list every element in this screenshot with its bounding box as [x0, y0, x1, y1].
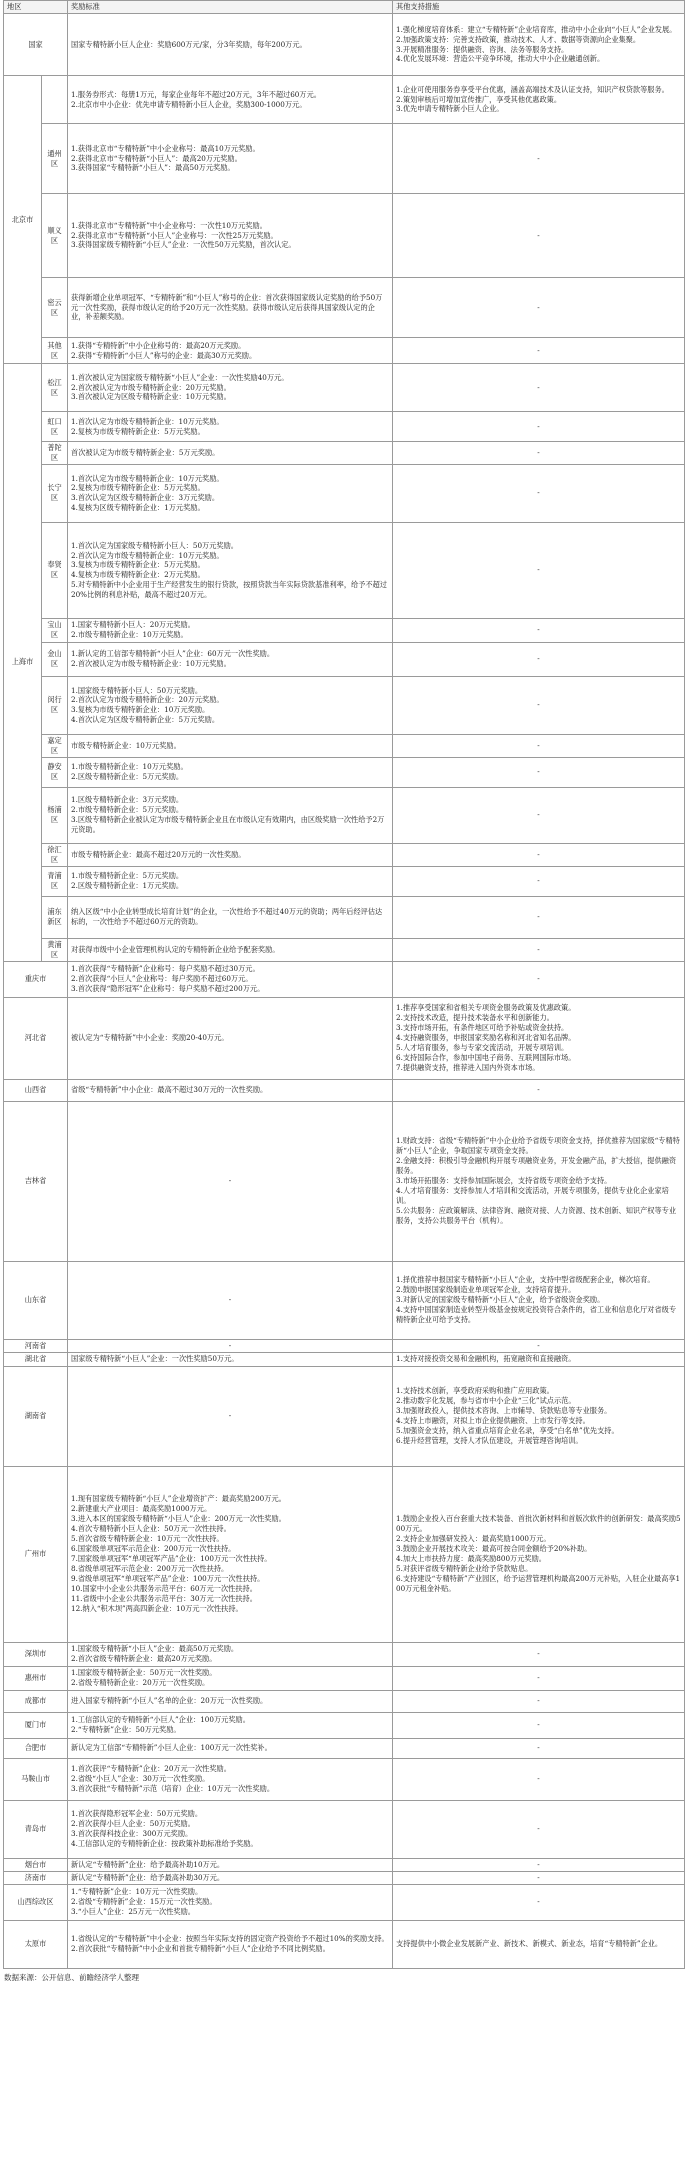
region-cell: 惠州市 [4, 1666, 68, 1690]
other-cell: - [393, 338, 685, 364]
region-cell: 松江区 [42, 364, 68, 412]
other-cell: 1.择优推荐申报国家专精特新“小巨人”企业，支持中型省级配套企业，梯次培育。 2.鼓励申报国家级制造业单项冠军企业，支持培育提升。 3.对新认定的国家级专精特新“小巨人”企业，给予省级资金奖励。 4.支持中国国家制造业转型升级基金按规定投资符合条件的，省工业和信息化厅对省级专精特新企业可给予支持。 [393, 1261, 685, 1339]
other-cell: - [393, 364, 685, 412]
table-row [4, 1871, 685, 1884]
other-cell: - [393, 194, 685, 278]
table-row [4, 522, 685, 618]
other-cell: - [393, 1339, 685, 1352]
table-row [4, 757, 685, 787]
reward-cell: 进入国家专精特新“小巨人”名单的企业：20万元一次性奖励。 [68, 1690, 393, 1712]
reward-cell: 市级专精特新企业：10万元奖励。 [68, 734, 393, 757]
region-cell: 烟台市 [4, 1858, 68, 1871]
reward-cell: 1.国家级专精特新企业：50万元一次性奖励。 2.省级专精特新企业：20万元一次性奖励。 [68, 1666, 393, 1690]
other-cell: - [393, 866, 685, 896]
other-cell: - [393, 124, 685, 194]
region-cell: 宝山区 [42, 618, 68, 642]
region-cell: 浦东新区 [42, 896, 68, 938]
table-row [4, 787, 685, 843]
reward-cell: 1.现有国家级专精特新“小巨人”企业增资扩产：最高奖励200万元。 2.新建重大产业项目：最高奖励1000万元。 3.进入本区的国家级专精特新“小巨人”企业：200万元一次性奖励。 4.首次专精特新小巨人企业：50万元一次性扶持。 5.首次省级专精特新企业：10万元一次性扶持。 6.国家级单项冠军示范企业：200万元一次性扶持。 7.国家级单项冠军“单项冠军产品”企业：100万元一次性扶持。 8.省级单项冠军示范企业：200万元一次性扶持。 9.省级单项冠军“单项冠军产品”企业：100万元一次性扶持。 10.国家中小企业公共服务示范平台：60万元一次性扶持。 11.省级中小企业公共服务示范平台：30万元一次性扶持。 12.纳入“积木坝”两高四新企业：10万元一次性扶持。 [68, 1466, 393, 1642]
region-cell: 密云区 [42, 278, 68, 338]
other-cell: 1.支持对接投资交易和金融机构，拓宽融资和直接融资。 [393, 1352, 685, 1366]
region-cell: 湖南省 [4, 1366, 68, 1466]
region-cell: 河北省 [4, 997, 68, 1079]
reward-cell: 新认定为工信部“专精特新”小巨人企业：100万元一次性奖补。 [68, 1738, 393, 1758]
other-cell: 1.推荐享受国家和省相关专项资金服务政策及优惠政策。 2.支持技术改造，提升技术装备水平和创新能力。 3.支持市场开拓，有条件地区可给予补贴或资金扶持。 4.支持融资服务，申报国家奖励名称和河北省知名品牌。 5.人才培育服务，参与专家交流活动，开展专项培训。 6.支持国际合作，参加中国电子商务、互联网国际市场。 7.提供融资支持，推荐进入国内外资本市场。 [393, 997, 685, 1079]
province-shanghai: 上海市 [4, 364, 42, 962]
other-cell: 1.强化梯度培育体系：建立“专精特新”企业培育库，推动中小企业向“小巨人”企业发展。 2.加强政策支持：完善支持政策，推动技术、人才、数据等资源向企业集聚。 3.开展精准服务：提供融资、咨询、法务等服务支持。 4.优化发展环境：营造公平竞争环境，推动大中小企业融通创新。 [393, 14, 685, 76]
table-row [4, 76, 685, 124]
region-cell: 长宁区 [42, 464, 68, 522]
table-row [4, 1366, 685, 1466]
reward-cell: 1.首次获评“专精特新”企业：20万元一次性奖励。 2.省级“小巨人”企业：30万元一次性奖励。 3.首次获批“专精特新”示范（培育）企业：10万元一次性奖励。 [68, 1758, 393, 1800]
reward-cell: 1.获得北京市“专精特新”中小企业称号：最高10万元奖励。 2.获得北京市“专精特新“小巨人”：最高20万元奖励。 3.获得国家“专精特新“小巨人”：最高50万元奖励。 [68, 124, 393, 194]
region-cell: 合肥市 [4, 1738, 68, 1758]
other-cell: - [393, 1800, 685, 1858]
reward-cell: 1.首次被认定为国家级专精特新“小巨人”企业：一次性奖励40万元。 2.首次被认定为市级专精特新企业：20万元奖励。 3.首次被认定为区级专精特新企业：10万元奖励。 [68, 364, 393, 412]
region-cell: 虹口区 [42, 412, 68, 442]
table-header [4, 1, 685, 14]
other-cell: - [393, 1758, 685, 1800]
other-cell: - [393, 1642, 685, 1666]
other-cell: - [393, 1079, 685, 1101]
table-row [4, 642, 685, 676]
region-cell: 深圳市 [4, 1642, 68, 1666]
reward-cell: 1.新认定的工信部专精特新“小巨人”企业：60万元一次性奖励。 2.首次被认定为市级专精特新企业：10万元奖励。 [68, 642, 393, 676]
other-cell: - [393, 734, 685, 757]
table-row [4, 866, 685, 896]
table-row [4, 1642, 685, 1666]
other-cell: - [393, 1884, 685, 1920]
table-row [4, 124, 685, 194]
region-cell: 青浦区 [42, 866, 68, 896]
table-row [4, 618, 685, 642]
region-cell: 徐汇区 [42, 843, 68, 866]
table-row [4, 843, 685, 866]
reward-cell: 1.服务券形式：每册1万元，每家企业每年不超过20万元，3年不超过60万元。 2.北京市中小企业：优先申请专精特新小巨人企业，奖励300-1000万元。 [68, 76, 393, 124]
other-cell: - [393, 1666, 685, 1690]
region-cell: 山西综改区 [4, 1884, 68, 1920]
reward-cell: 1.国家级专精特新小巨人：50万元奖励。 2.首次认定为市级专精特新企业：20万元奖励。 3.复核为市级专精特新企业：10万元奖励。 4.首次认定为区级专精特新企业：5万元奖励。 [68, 676, 393, 734]
reward-cell: 1.获得“专精特新”中小企业称号的：最高20万元奖励。 2.获得“专精特新“小巨人”称号的企业：最高30万元奖励。 [68, 338, 393, 364]
table-row [4, 1466, 685, 1642]
reward-cell: 国家专精特新小巨人企业：奖励600万元/家，分3年奖励，每年200万元。 [68, 14, 393, 76]
col-reward: 奖励标准 [68, 1, 393, 14]
table-row [4, 364, 685, 412]
other-cell: - [393, 1858, 685, 1871]
region-cell: 湖北省 [4, 1352, 68, 1366]
other-cell: 1.鼓励企业投入百台套重大技术装备、首批次新材料和首版次软件的创新研发：最高奖励500万元。 2.支持企业加强研发投入：最高奖励1000万元。 3.鼓励企业开展技术攻关：最高可按合同金额给予20%补助。 4.加大上市扶持力度：最高奖励800万元奖励。 5.对获评省级专精特新企业给予贷款贴息。 6.支持建设“专精特新”产业园区，给予运营管理机构最高200万元补贴，入驻企业最高享100万元租金补贴。 [393, 1466, 685, 1642]
reward-cell: 纳入区级“中小企业转型成长培育计划”的企业，一次性给予不超过40万元的资助；两年后经评估达标的，一次性给予不超过60万元的资助。 [68, 896, 393, 938]
region-cell: 黄浦区 [42, 938, 68, 961]
reward-cell: 市级专精特新企业：最高不超过20万元的一次性奖励。 [68, 843, 393, 866]
reward-cell: 1.市级专精特新企业：10万元奖励。 2.区级专精特新企业：5万元奖励。 [68, 757, 393, 787]
table-row [4, 961, 685, 997]
table-row [4, 1758, 685, 1800]
other-cell: - [393, 843, 685, 866]
reward-cell: 1.首次认定为国家级专精特新小巨人：50万元奖励。 2.首次认定为市级专精特新企业：10万元奖励。 3.复核为市级专精特新企业：5万元奖励。 4.复核为市级专精特新企业：2万元奖励。 5.对专精特新中小企业用于生产经营发生的银行贷款，按照贷款当年实际贷款基准利率，给予不超过20%比例的利息补贴，最高不超过20万元。 [68, 522, 393, 618]
other-cell: - [393, 896, 685, 938]
other-cell: - [393, 961, 685, 997]
region-cell: 马鞍山市 [4, 1758, 68, 1800]
other-cell: - [393, 442, 685, 465]
region-cell: 吉林省 [4, 1101, 68, 1261]
reward-cell: 1.“专精特新”企业：10万元一次性奖励。 2.省级“专精特新”企业：15万元一次性奖励。 3.“小巨人”企业：25万元一次性奖励。 [68, 1884, 393, 1920]
col-other: 其他支持措施 [393, 1, 685, 14]
region-cell: 河南省 [4, 1339, 68, 1352]
other-cell: 支持提供中小微企业发展新产业、新技术、新模式、新业态，培育“专精特新”企业。 [393, 1920, 685, 1968]
reward-cell: 新认定“专精特新”企业：给予最高补助30万元。 [68, 1871, 393, 1884]
region-cell: 嘉定区 [42, 734, 68, 757]
region-cell: 国家 [4, 14, 68, 76]
reward-cell: 1.工信部认定的专精特新“小巨人”企业：100万元奖励。 2.“专精特新”企业：50万元奖励。 [68, 1712, 393, 1738]
col-region: 地区 [4, 1, 68, 14]
other-cell: - [393, 676, 685, 734]
reward-cell: 被认定为“专精特新”中小企业：奖励20-40万元。 [68, 997, 393, 1079]
table-row [4, 676, 685, 734]
region-cell: 成都市 [4, 1690, 68, 1712]
reward-cell: 1.首次认定为市级专精特新企业：10万元奖励。 2.复核为市级专精特新企业：5万元奖励。 [68, 412, 393, 442]
reward-cell: 对获得市级中小企业管理机构认定的专精特新企业给予配套奖励。 [68, 938, 393, 961]
other-cell: - [393, 278, 685, 338]
region-cell: 重庆市 [4, 961, 68, 997]
region-cell: 山东省 [4, 1261, 68, 1339]
other-cell: - [393, 1871, 685, 1884]
reward-cell: 首次被认定为市级专精特新企业：5万元奖励。 [68, 442, 393, 465]
reward-cell: 1.省级认定的“专精特新”中小企业：按照当年实际支持的固定资产投资给予不超过10%的奖励支持。 2.首次获批“专精特新”中小企业和首批专精特新“小巨人”企业给予不同比例奖励。 [68, 1920, 393, 1968]
table-row [4, 1712, 685, 1738]
region-cell: 奉贤区 [42, 522, 68, 618]
region-cell: 通州区 [42, 124, 68, 194]
other-cell: - [393, 464, 685, 522]
policy-table [3, 0, 685, 1969]
reward-cell: - [68, 1261, 393, 1339]
other-cell: - [393, 938, 685, 961]
reward-cell: 1.国家专精特新小巨人：20万元奖励。 2.市级专精特新企业：10万元奖励。 [68, 618, 393, 642]
table-row [4, 1858, 685, 1871]
table-row [4, 194, 685, 278]
table-row [4, 1690, 685, 1712]
reward-cell: 1.区级专精特新企业：3万元奖励。 2.市级专精特新企业：5万元奖励。 3.区级专精特新企业被认定为市级专精特新企业且在市级认定有效期内，由区级奖励一次性给予2万元资助。 [68, 787, 393, 843]
region-cell: 顺义区 [42, 194, 68, 278]
reward-cell: - [68, 1339, 393, 1352]
other-cell: - [393, 1712, 685, 1738]
reward-cell: 1.首次认定为市级专精特新企业：10万元奖励。 2.复核为市级专精特新企业：5万元奖励。 3.首次认定为区级专精特新企业：3万元奖励。 4.复核为区级专精特新企业：1万元奖励。 [68, 464, 393, 522]
table-row [4, 1884, 685, 1920]
table-row [4, 1079, 685, 1101]
reward-cell: 省级“专精特新”中小企业：最高不超过30万元的一次性奖励。 [68, 1079, 393, 1101]
table-row [4, 896, 685, 938]
region-cell: 闵行区 [42, 676, 68, 734]
table-row [4, 464, 685, 522]
reward-cell: 1.首次获得隐形冠军企业：50万元奖励。 2.首次获得小巨人企业：50万元奖励。 3.首次获得科技企业：300万元奖励。 4.工信部认定的专精特新企业：按政策补助标准给予奖励。 [68, 1800, 393, 1858]
reward-cell: 新认定“专精特新”企业：给予最高补助10万元。 [68, 1858, 393, 1871]
region-cell: 杨浦区 [42, 787, 68, 843]
other-cell: 1.企业可使用服务券享受平台优惠，涵盖高端技术及认证支持，知识产权贷款等服务。 2.策划审核后可增加宣传推广，享受其他优惠政策。 3.优先申请专精特新小巨人企业。 [393, 76, 685, 124]
region-cell: 静安区 [42, 757, 68, 787]
other-cell: - [393, 787, 685, 843]
table-row [4, 1666, 685, 1690]
table-row [4, 14, 685, 76]
reward-cell: 获得新增企业单项冠军、“专精特新”和“小巨人”称号的企业：首次获得国家级认定奖励的给予50万元一次性奖励，获得市级认定的给予20万元一次性奖励。获得市级认定后获得具国家级认定的企业，补差额奖励。 [68, 278, 393, 338]
table-row [4, 338, 685, 364]
other-cell: - [393, 642, 685, 676]
other-cell: - [393, 618, 685, 642]
other-cell: - [393, 412, 685, 442]
source-note: 数据来源：公开信息、前瞻经济学人整理 [4, 1972, 139, 1982]
table-row [4, 734, 685, 757]
table-row [4, 278, 685, 338]
reward-cell: - [68, 1366, 393, 1466]
table-row [4, 938, 685, 961]
region-cell: 其他区 [42, 338, 68, 364]
table-row [4, 1738, 685, 1758]
table-row [4, 1920, 685, 1968]
table-row [4, 412, 685, 442]
region-cell: 山西省 [4, 1079, 68, 1101]
region-cell [42, 76, 68, 124]
table-row [4, 1800, 685, 1858]
region-cell: 太原市 [4, 1920, 68, 1968]
table-row [4, 1352, 685, 1366]
table-row [4, 997, 685, 1079]
reward-cell: 1.获得北京市“专精特新”中小企业称号：一次性10万元奖励。 2.获得北京市“专精特新“小巨人”企业称号：一次性25万元奖励。 3.获得国家级专精特新“小巨人”企业：一次性50万元奖励，首次认定。 [68, 194, 393, 278]
region-cell: 金山区 [42, 642, 68, 676]
region-cell: 广州市 [4, 1466, 68, 1642]
other-cell: - [393, 1690, 685, 1712]
reward-cell: 1.首次获得“专精特新”企业称号：每户奖励不超过30万元。 2.首次获得“小巨人”企业称号：每户奖励不超过60万元。 3.首次获得“隐形冠军”企业称号：每户奖励不超过200万元。 [68, 961, 393, 997]
province-beijing: 北京市 [4, 76, 42, 364]
other-cell: - [393, 757, 685, 787]
other-cell: 1.财政支持：省级“专精特新”中小企业给予省级专项资金支持，择优推荐为国家级“专精特新“小巨人”企业，争取国家专项资金支持。 2.金融支持：积极引导金融机构开展专项融资业务，开发金融产品，扩大授信，提供融资服务。 3.市场开拓服务：支持参加国际展会，支持省级专项资金给予支持。 4.人才培育服务：支持参加人才培训和交流活动，开展专项服务，提供专业化企业家培训。 5.公共服务：应政策解读、法律咨询、融资对接、人力资源、技术创新、知识产权等专业服务，支持公共服务平台（机构）。 [393, 1101, 685, 1261]
table-row [4, 442, 685, 465]
region-cell: 普陀区 [42, 442, 68, 465]
reward-cell: - [68, 1101, 393, 1261]
reward-cell: 1.市级专精特新企业：5万元奖励。 2.区级专精特新企业：1万元奖励。 [68, 866, 393, 896]
reward-cell: 国家级专精特新“小巨人”企业：一次性奖励50万元。 [68, 1352, 393, 1366]
table-row [4, 1261, 685, 1339]
region-cell: 厦门市 [4, 1712, 68, 1738]
region-cell: 济南市 [4, 1871, 68, 1884]
other-cell: - [393, 522, 685, 618]
table-row [4, 1339, 685, 1352]
table-row [4, 1101, 685, 1261]
region-cell: 青岛市 [4, 1800, 68, 1858]
other-cell: - [393, 1738, 685, 1758]
reward-cell: 1.国家级专精特新“小巨人”企业：最高50万元奖励。 2.首次省级专精特新企业：最高20万元奖励。 [68, 1642, 393, 1666]
other-cell: 1.支持技术创新，享受政府采购和推广应用政策。 2.推动数字化发展，参与省市中小企业“三化”试点示范。 3.加强财政投入，提供技术咨询、上市辅导、贷款贴息等专业服务。 4.支持上市融资，对拟上市企业提供融资、上市发行等支持。 5.加强资金支持，纳入省重点培育企业名录，享受“白名单”优先支持。 6.提升经营管理，支持人才队伍建设，开展管理咨询培训。 [393, 1366, 685, 1466]
